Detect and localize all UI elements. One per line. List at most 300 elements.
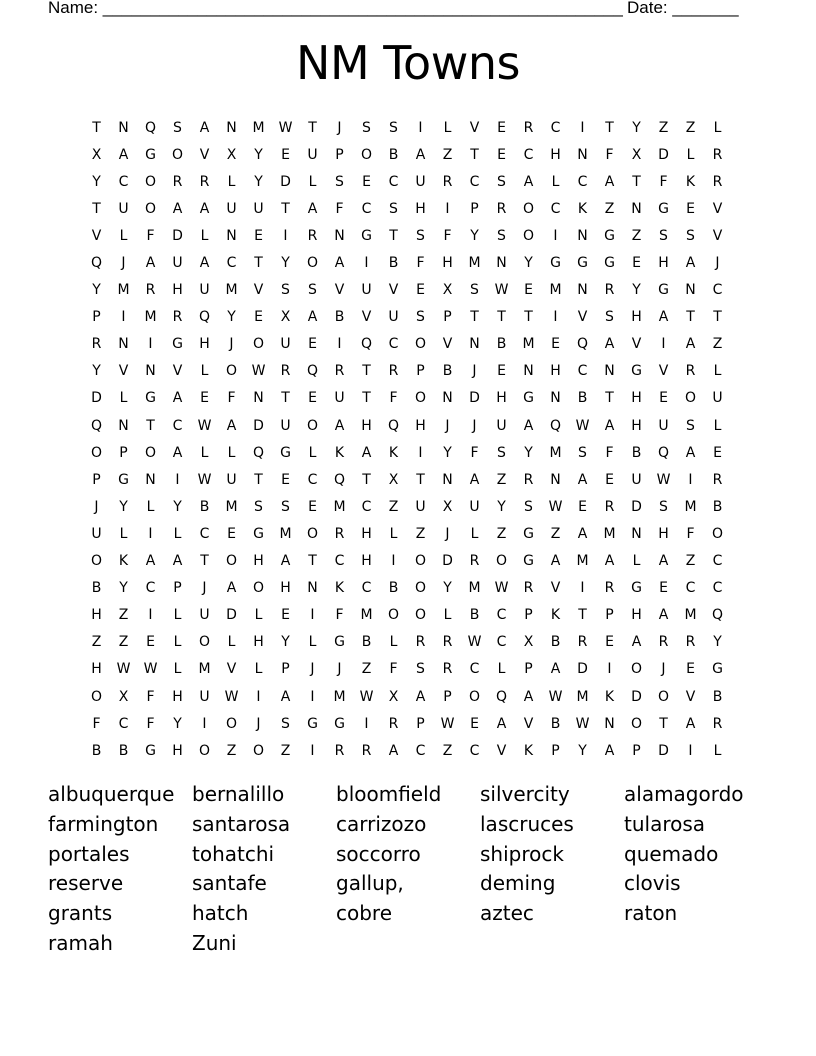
grid-letter[interactable]: B bbox=[442, 363, 453, 380]
grid-letter[interactable]: Z bbox=[712, 336, 723, 353]
grid-letter[interactable]: A bbox=[658, 553, 669, 570]
grid-letter[interactable]: M bbox=[360, 607, 373, 624]
grid-letter[interactable]: E bbox=[659, 390, 668, 407]
grid-letter[interactable]: N bbox=[604, 715, 615, 732]
grid-letter[interactable]: R bbox=[685, 634, 696, 651]
grid-letter[interactable]: G bbox=[631, 580, 642, 597]
grid-letter[interactable]: V bbox=[550, 580, 561, 597]
grid-letter[interactable]: R bbox=[145, 282, 156, 299]
grid-letter[interactable]: I bbox=[310, 688, 315, 705]
grid-letter[interactable]: P bbox=[281, 661, 290, 678]
grid-letter[interactable]: W bbox=[143, 661, 158, 678]
grid-letter[interactable]: I bbox=[553, 227, 558, 244]
grid-letter[interactable]: R bbox=[604, 282, 615, 299]
grid-letter[interactable]: B bbox=[199, 498, 210, 515]
grid-letter[interactable]: H bbox=[631, 390, 642, 407]
grid-letter[interactable]: O bbox=[684, 390, 697, 407]
grid-letter[interactable]: A bbox=[226, 417, 237, 434]
grid-letter[interactable]: C bbox=[226, 255, 237, 272]
grid-letter[interactable]: L bbox=[389, 525, 398, 542]
grid-letter[interactable]: S bbox=[416, 227, 425, 244]
grid-letter[interactable]: J bbox=[256, 715, 261, 732]
grid-letter[interactable]: Y bbox=[470, 227, 479, 244]
grid-letter[interactable]: Y bbox=[578, 742, 587, 759]
grid-letter[interactable]: V bbox=[361, 309, 372, 326]
grid-letter[interactable]: E bbox=[281, 471, 290, 488]
grid-letter[interactable]: D bbox=[469, 390, 480, 407]
grid-letter[interactable]: C bbox=[118, 715, 129, 732]
grid-letter[interactable]: A bbox=[523, 173, 534, 190]
grid-letter[interactable]: R bbox=[388, 715, 399, 732]
grid-letter[interactable]: N bbox=[631, 200, 642, 217]
grid-letter[interactable]: A bbox=[307, 200, 318, 217]
grid-letter[interactable]: Z bbox=[604, 200, 615, 217]
grid-letter[interactable]: C bbox=[469, 173, 480, 190]
grid-letter[interactable]: A bbox=[604, 336, 615, 353]
grid-letter[interactable]: W bbox=[116, 661, 131, 678]
grid-letter[interactable]: Q bbox=[549, 417, 562, 434]
grid-letter[interactable]: L bbox=[551, 173, 560, 190]
grid-letter[interactable]: A bbox=[604, 742, 615, 759]
grid-letter[interactable]: Z bbox=[388, 498, 399, 515]
grid-letter[interactable]: F bbox=[335, 200, 344, 217]
grid-letter[interactable]: Z bbox=[496, 471, 507, 488]
grid-letter[interactable]: Z bbox=[361, 661, 372, 678]
grid-letter[interactable]: N bbox=[496, 255, 507, 272]
grid-letter[interactable]: F bbox=[605, 444, 614, 461]
grid-letter[interactable]: T bbox=[578, 607, 587, 624]
grid-letter[interactable]: B bbox=[712, 688, 723, 705]
grid-letter[interactable]: V bbox=[685, 688, 696, 705]
grid-letter[interactable]: B bbox=[91, 580, 102, 597]
grid-letter[interactable]: N bbox=[550, 471, 561, 488]
grid-letter[interactable]: A bbox=[550, 661, 561, 678]
grid-letter[interactable]: U bbox=[199, 282, 210, 299]
grid-letter[interactable]: P bbox=[335, 146, 344, 163]
grid-letter[interactable]: A bbox=[334, 255, 345, 272]
grid-letter[interactable]: U bbox=[334, 390, 345, 407]
grid-letter[interactable]: V bbox=[253, 282, 264, 299]
grid-letter[interactable]: U bbox=[172, 255, 183, 272]
grid-letter[interactable]: D bbox=[280, 173, 291, 190]
grid-letter[interactable]: Z bbox=[118, 634, 129, 651]
grid-letter[interactable]: I bbox=[418, 119, 423, 136]
grid-letter[interactable]: Y bbox=[632, 282, 641, 299]
grid-letter[interactable]: O bbox=[522, 200, 535, 217]
grid-letter[interactable]: E bbox=[470, 715, 479, 732]
grid-letter[interactable]: O bbox=[252, 336, 265, 353]
grid-letter[interactable]: T bbox=[524, 309, 533, 326]
grid-letter[interactable]: X bbox=[631, 146, 642, 163]
grid-letter[interactable]: E bbox=[659, 580, 668, 597]
grid-letter[interactable]: H bbox=[253, 553, 264, 570]
grid-letter[interactable]: M bbox=[333, 498, 346, 515]
grid-letter[interactable]: A bbox=[631, 634, 642, 651]
grid-letter[interactable]: V bbox=[442, 336, 453, 353]
grid-letter[interactable]: F bbox=[389, 390, 398, 407]
grid-letter[interactable]: R bbox=[172, 173, 183, 190]
grid-letter[interactable]: P bbox=[443, 688, 452, 705]
grid-letter[interactable]: S bbox=[578, 444, 587, 461]
grid-letter[interactable]: N bbox=[334, 227, 345, 244]
grid-letter[interactable]: O bbox=[414, 336, 427, 353]
grid-letter[interactable]: M bbox=[252, 119, 265, 136]
grid-letter[interactable]: N bbox=[577, 282, 588, 299]
grid-letter[interactable]: N bbox=[685, 282, 696, 299]
date-field[interactable]: Date: _______ bbox=[627, 0, 739, 17]
grid-letter[interactable]: R bbox=[442, 173, 453, 190]
grid-letter[interactable]: G bbox=[334, 715, 345, 732]
grid-letter[interactable]: S bbox=[416, 309, 425, 326]
grid-letter[interactable]: N bbox=[523, 363, 534, 380]
grid-letter[interactable]: I bbox=[580, 119, 585, 136]
grid-letter[interactable]: I bbox=[121, 309, 126, 326]
grid-letter[interactable]: L bbox=[254, 607, 263, 624]
grid-letter[interactable]: X bbox=[91, 146, 102, 163]
grid-letter[interactable]: J bbox=[445, 525, 450, 542]
grid-letter[interactable]: L bbox=[443, 607, 452, 624]
grid-letter[interactable]: A bbox=[118, 146, 129, 163]
grid-letter[interactable]: H bbox=[415, 200, 426, 217]
grid-letter[interactable]: Q bbox=[387, 417, 400, 434]
grid-letter[interactable]: I bbox=[175, 471, 180, 488]
grid-letter[interactable]: J bbox=[94, 498, 99, 515]
grid-letter[interactable]: M bbox=[549, 444, 562, 461]
grid-letter[interactable]: L bbox=[119, 227, 128, 244]
grid-letter[interactable]: G bbox=[307, 715, 318, 732]
grid-letter[interactable]: R bbox=[415, 634, 426, 651]
grid-letter[interactable]: Y bbox=[254, 173, 263, 190]
grid-letter[interactable]: R bbox=[334, 742, 345, 759]
grid-letter[interactable]: C bbox=[712, 553, 723, 570]
grid-letter[interactable]: N bbox=[550, 390, 561, 407]
grid-letter[interactable]: S bbox=[173, 119, 182, 136]
grid-letter[interactable]: R bbox=[442, 661, 453, 678]
grid-letter[interactable]: S bbox=[497, 227, 506, 244]
grid-letter[interactable]: O bbox=[306, 417, 319, 434]
grid-letter[interactable]: A bbox=[172, 444, 183, 461]
grid-letter[interactable]: E bbox=[362, 173, 371, 190]
grid-letter[interactable]: M bbox=[144, 309, 157, 326]
grid-letter[interactable]: K bbox=[388, 444, 399, 461]
grid-letter[interactable]: L bbox=[470, 525, 479, 542]
grid-letter[interactable]: V bbox=[172, 363, 183, 380]
grid-letter[interactable]: Y bbox=[281, 634, 290, 651]
grid-letter[interactable]: T bbox=[659, 715, 668, 732]
grid-letter[interactable]: T bbox=[389, 227, 398, 244]
grid-letter[interactable]: P bbox=[632, 742, 641, 759]
grid-letter[interactable]: I bbox=[148, 607, 153, 624]
grid-letter[interactable]: G bbox=[523, 525, 534, 542]
grid-letter[interactable]: D bbox=[658, 146, 669, 163]
grid-letter[interactable]: H bbox=[550, 146, 561, 163]
grid-letter[interactable]: H bbox=[658, 255, 669, 272]
grid-letter[interactable]: G bbox=[523, 553, 534, 570]
grid-letter[interactable]: Q bbox=[306, 363, 319, 380]
grid-letter[interactable]: M bbox=[684, 498, 697, 515]
grid-letter[interactable]: Q bbox=[360, 336, 373, 353]
grid-letter[interactable]: E bbox=[497, 363, 506, 380]
grid-letter[interactable]: D bbox=[631, 688, 642, 705]
grid-letter[interactable]: F bbox=[470, 444, 479, 461]
grid-letter[interactable]: C bbox=[199, 525, 210, 542]
grid-letter[interactable]: S bbox=[308, 282, 317, 299]
grid-letter[interactable]: K bbox=[577, 200, 588, 217]
grid-letter[interactable]: I bbox=[364, 255, 369, 272]
grid-letter[interactable]: O bbox=[468, 688, 481, 705]
grid-letter[interactable]: A bbox=[658, 309, 669, 326]
grid-letter[interactable]: S bbox=[416, 661, 425, 678]
grid-letter[interactable]: T bbox=[362, 471, 371, 488]
grid-letter[interactable]: C bbox=[361, 200, 372, 217]
grid-letter[interactable]: L bbox=[173, 525, 182, 542]
grid-letter[interactable]: N bbox=[145, 363, 156, 380]
grid-letter[interactable]: G bbox=[145, 742, 156, 759]
name-field[interactable]: Name: _______________________________________________________ bbox=[48, 0, 623, 17]
grid-letter[interactable]: N bbox=[145, 471, 156, 488]
grid-letter[interactable]: J bbox=[337, 119, 342, 136]
grid-letter[interactable]: P bbox=[92, 309, 101, 326]
grid-letter[interactable]: W bbox=[197, 417, 212, 434]
grid-letter[interactable]: N bbox=[226, 227, 237, 244]
grid-letter[interactable]: O bbox=[495, 553, 508, 570]
grid-letter[interactable]: M bbox=[549, 282, 562, 299]
grid-letter[interactable]: U bbox=[631, 471, 642, 488]
grid-letter[interactable]: M bbox=[522, 336, 535, 353]
grid-letter[interactable]: A bbox=[496, 715, 507, 732]
grid-letter[interactable]: F bbox=[227, 390, 236, 407]
grid-letter[interactable]: L bbox=[443, 119, 452, 136]
grid-letter[interactable]: U bbox=[712, 390, 723, 407]
grid-letter[interactable]: Y bbox=[227, 309, 236, 326]
grid-letter[interactable]: S bbox=[362, 119, 371, 136]
grid-letter[interactable]: N bbox=[469, 336, 480, 353]
grid-letter[interactable]: Z bbox=[118, 607, 129, 624]
grid-letter[interactable]: T bbox=[92, 200, 101, 217]
grid-letter[interactable]: G bbox=[253, 525, 264, 542]
grid-letter[interactable]: M bbox=[576, 553, 589, 570]
grid-letter[interactable]: Q bbox=[576, 336, 589, 353]
grid-letter[interactable]: H bbox=[415, 417, 426, 434]
grid-letter[interactable]: G bbox=[658, 282, 669, 299]
grid-letter[interactable]: R bbox=[685, 363, 696, 380]
grid-letter[interactable]: F bbox=[605, 146, 614, 163]
grid-letter[interactable]: B bbox=[712, 498, 723, 515]
grid-letter[interactable]: T bbox=[416, 471, 425, 488]
grid-letter[interactable]: O bbox=[306, 525, 319, 542]
grid-letter[interactable]: U bbox=[280, 417, 291, 434]
grid-letter[interactable]: T bbox=[470, 309, 479, 326]
grid-letter[interactable]: Y bbox=[443, 444, 452, 461]
grid-letter[interactable]: N bbox=[604, 363, 615, 380]
grid-letter[interactable]: T bbox=[92, 119, 101, 136]
grid-letter[interactable]: V bbox=[118, 363, 129, 380]
grid-letter[interactable]: C bbox=[172, 417, 183, 434]
grid-letter[interactable]: R bbox=[523, 471, 534, 488]
grid-letter[interactable]: N bbox=[307, 580, 318, 597]
grid-letter[interactable]: M bbox=[468, 580, 481, 597]
grid-letter[interactable]: R bbox=[658, 634, 669, 651]
grid-letter[interactable]: Z bbox=[442, 146, 453, 163]
grid-letter[interactable]: Y bbox=[173, 498, 182, 515]
grid-letter[interactable]: N bbox=[226, 119, 237, 136]
grid-letter[interactable]: R bbox=[712, 715, 723, 732]
grid-letter[interactable]: Z bbox=[280, 742, 291, 759]
grid-letter[interactable]: I bbox=[580, 580, 585, 597]
grid-letter[interactable]: W bbox=[197, 471, 212, 488]
grid-letter[interactable]: A bbox=[172, 553, 183, 570]
grid-letter[interactable]: C bbox=[118, 173, 129, 190]
grid-letter[interactable]: C bbox=[496, 607, 507, 624]
grid-letter[interactable]: O bbox=[144, 200, 157, 217]
grid-letter[interactable]: W bbox=[575, 715, 590, 732]
grid-letter[interactable]: S bbox=[281, 282, 290, 299]
grid-letter[interactable]: E bbox=[254, 227, 263, 244]
grid-letter[interactable]: Q bbox=[144, 119, 157, 136]
grid-letter[interactable]: B bbox=[496, 336, 507, 353]
grid-letter[interactable]: R bbox=[334, 525, 345, 542]
grid-letter[interactable]: E bbox=[578, 498, 587, 515]
grid-letter[interactable]: O bbox=[225, 715, 238, 732]
grid-letter[interactable]: K bbox=[550, 607, 561, 624]
grid-letter[interactable]: E bbox=[281, 607, 290, 624]
grid-letter[interactable]: T bbox=[713, 309, 722, 326]
grid-letter[interactable]: H bbox=[496, 390, 507, 407]
grid-letter[interactable]: K bbox=[334, 580, 345, 597]
grid-letter[interactable]: X bbox=[442, 282, 453, 299]
grid-letter[interactable]: U bbox=[469, 498, 480, 515]
grid-letter[interactable]: R bbox=[199, 173, 210, 190]
grid-letter[interactable]: H bbox=[172, 688, 183, 705]
grid-letter[interactable]: A bbox=[145, 553, 156, 570]
grid-letter[interactable]: C bbox=[550, 119, 561, 136]
grid-letter[interactable]: Q bbox=[252, 444, 265, 461]
grid-letter[interactable]: H bbox=[361, 417, 372, 434]
grid-letter[interactable]: U bbox=[226, 471, 237, 488]
grid-letter[interactable]: V bbox=[658, 363, 669, 380]
grid-letter[interactable]: P bbox=[173, 580, 182, 597]
grid-letter[interactable]: F bbox=[389, 661, 398, 678]
grid-letter[interactable]: A bbox=[604, 417, 615, 434]
grid-letter[interactable]: S bbox=[389, 200, 398, 217]
grid-letter[interactable]: U bbox=[199, 688, 210, 705]
grid-letter[interactable]: Z bbox=[415, 525, 426, 542]
grid-letter[interactable]: A bbox=[199, 200, 210, 217]
grid-letter[interactable]: A bbox=[226, 580, 237, 597]
grid-letter[interactable]: Y bbox=[92, 363, 101, 380]
grid-letter[interactable]: S bbox=[497, 444, 506, 461]
grid-letter[interactable]: T bbox=[146, 417, 155, 434]
grid-letter[interactable]: F bbox=[443, 227, 452, 244]
grid-letter[interactable]: U bbox=[118, 200, 129, 217]
grid-letter[interactable]: P bbox=[524, 607, 533, 624]
grid-letter[interactable]: I bbox=[418, 444, 423, 461]
grid-letter[interactable]: M bbox=[198, 661, 211, 678]
grid-letter[interactable]: N bbox=[442, 390, 453, 407]
grid-letter[interactable]: O bbox=[306, 255, 319, 272]
grid-letter[interactable]: B bbox=[550, 634, 561, 651]
grid-letter[interactable]: L bbox=[686, 146, 695, 163]
grid-letter[interactable]: X bbox=[523, 634, 534, 651]
grid-letter[interactable]: O bbox=[414, 553, 427, 570]
grid-letter[interactable]: I bbox=[337, 336, 342, 353]
grid-letter[interactable]: A bbox=[577, 525, 588, 542]
grid-letter[interactable]: W bbox=[656, 471, 671, 488]
grid-letter[interactable]: F bbox=[659, 173, 668, 190]
grid-letter[interactable]: V bbox=[469, 119, 480, 136]
grid-letter[interactable]: T bbox=[281, 200, 290, 217]
grid-letter[interactable]: O bbox=[414, 390, 427, 407]
grid-letter[interactable]: V bbox=[496, 742, 507, 759]
grid-letter[interactable]: A bbox=[145, 255, 156, 272]
grid-letter[interactable]: S bbox=[659, 227, 668, 244]
grid-letter[interactable]: G bbox=[118, 471, 129, 488]
grid-letter[interactable]: J bbox=[715, 255, 720, 272]
grid-letter[interactable]: A bbox=[172, 200, 183, 217]
grid-letter[interactable]: Y bbox=[173, 715, 182, 732]
grid-letter[interactable]: O bbox=[198, 634, 211, 651]
grid-letter[interactable]: Q bbox=[495, 688, 508, 705]
grid-letter[interactable]: Q bbox=[711, 607, 724, 624]
grid-letter[interactable]: Q bbox=[198, 309, 211, 326]
grid-letter[interactable]: O bbox=[225, 363, 238, 380]
grid-letter[interactable]: A bbox=[199, 119, 210, 136]
grid-letter[interactable]: A bbox=[280, 688, 291, 705]
grid-letter[interactable]: K bbox=[118, 553, 129, 570]
grid-letter[interactable]: T bbox=[362, 390, 371, 407]
grid-letter[interactable]: M bbox=[603, 525, 616, 542]
grid-letter[interactable]: O bbox=[90, 553, 103, 570]
grid-letter[interactable]: Z bbox=[442, 742, 453, 759]
grid-letter[interactable]: T bbox=[254, 471, 263, 488]
grid-letter[interactable]: H bbox=[631, 417, 642, 434]
grid-letter[interactable]: J bbox=[472, 417, 477, 434]
grid-letter[interactable]: R bbox=[604, 498, 615, 515]
grid-letter[interactable]: L bbox=[173, 634, 182, 651]
grid-letter[interactable]: Y bbox=[254, 146, 263, 163]
grid-letter[interactable]: H bbox=[280, 580, 291, 597]
grid-letter[interactable]: I bbox=[364, 715, 369, 732]
grid-letter[interactable]: B bbox=[469, 607, 480, 624]
grid-letter[interactable]: V bbox=[226, 661, 237, 678]
grid-letter[interactable]: L bbox=[200, 363, 209, 380]
grid-letter[interactable]: T bbox=[362, 363, 371, 380]
grid-letter[interactable]: R bbox=[172, 309, 183, 326]
grid-letter[interactable]: Z bbox=[658, 119, 669, 136]
grid-letter[interactable]: U bbox=[388, 309, 399, 326]
grid-letter[interactable]: J bbox=[310, 661, 315, 678]
grid-letter[interactable]: I bbox=[688, 742, 693, 759]
grid-letter[interactable]: H bbox=[91, 661, 102, 678]
grid-letter[interactable]: C bbox=[496, 634, 507, 651]
grid-letter[interactable]: C bbox=[334, 553, 345, 570]
grid-letter[interactable]: E bbox=[416, 282, 425, 299]
grid-letter[interactable]: M bbox=[117, 282, 130, 299]
grid-letter[interactable]: N bbox=[442, 471, 453, 488]
grid-letter[interactable]: C bbox=[712, 282, 723, 299]
grid-letter[interactable]: V bbox=[199, 146, 210, 163]
grid-letter[interactable]: R bbox=[280, 363, 291, 380]
grid-letter[interactable]: E bbox=[200, 390, 209, 407]
grid-letter[interactable]: S bbox=[497, 173, 506, 190]
grid-letter[interactable]: B bbox=[361, 634, 372, 651]
grid-letter[interactable]: G bbox=[172, 336, 183, 353]
grid-letter[interactable]: X bbox=[118, 688, 129, 705]
grid-letter[interactable]: L bbox=[713, 363, 722, 380]
grid-letter[interactable]: G bbox=[604, 255, 615, 272]
grid-letter[interactable]: R bbox=[604, 580, 615, 597]
grid-letter[interactable]: E bbox=[308, 498, 317, 515]
